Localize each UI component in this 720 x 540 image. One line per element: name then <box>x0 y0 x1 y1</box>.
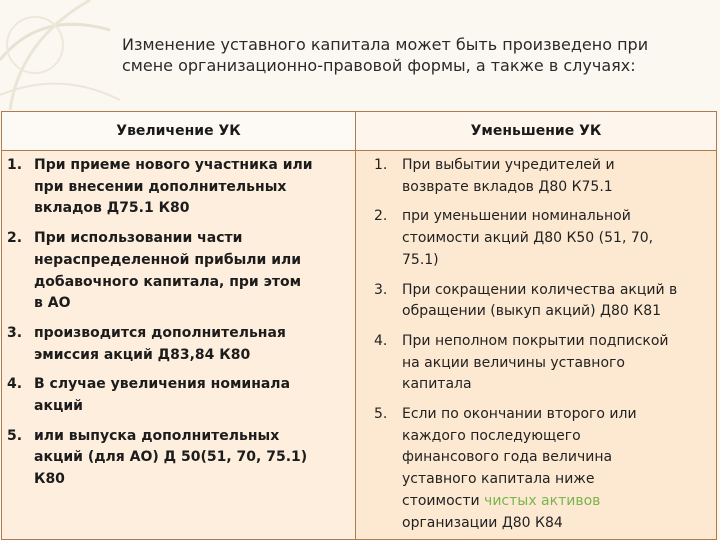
column-header-increase: Увеличение УК <box>2 112 355 151</box>
list-item <box>374 155 712 198</box>
item-text: При использовании части нераспределенной прибыли или добавочного капитала, при этом в АО <box>34 230 302 312</box>
item-number: 4. <box>7 376 23 393</box>
item-text: При приеме нового участника или при внесении дополнительных вкладов Д75.1 К80 <box>34 157 313 217</box>
item-text <box>402 404 712 534</box>
item-text: при уменьшении номинальной стоимости акций Д80 К50 (51, 70, 75.1) <box>402 208 654 268</box>
item-number: 5. <box>7 427 23 444</box>
item-text: При неполном покрытии подпиской на акции величины уставного капитала <box>402 332 669 393</box>
column-increase <box>2 112 356 539</box>
column-header-decrease: Уменьшение УК <box>356 112 716 151</box>
item-text: производится дополнительная эмиссия акций Д83,84 К80 <box>34 324 286 363</box>
item-number: 2. <box>374 208 388 225</box>
column-decrease <box>356 112 716 539</box>
net-assets-link[interactable]: чистых активов <box>484 492 601 509</box>
list-item <box>7 228 351 315</box>
comparison-table <box>1 111 717 540</box>
decorative-curves <box>0 0 120 110</box>
list-item <box>7 155 351 220</box>
item-text: В случае увеличения номинала акций <box>34 376 291 415</box>
item-number: 1. <box>374 157 388 173</box>
list-item <box>7 323 351 366</box>
item-number: 2. <box>7 230 23 247</box>
list-item <box>7 374 351 417</box>
increase-list <box>2 151 355 491</box>
item-text: При сокращении количества акций в обращении (выкуп акций) Д80 К81 <box>402 281 678 320</box>
list-item <box>374 331 712 396</box>
list-item <box>7 426 351 491</box>
item-number: 3. <box>374 281 388 298</box>
item-number: 1. <box>7 157 23 173</box>
item-text-part: организации Д80 К84 <box>402 514 563 531</box>
item-text-part: Если по окончании второго или каждого последующего финансового года величина уставного капитала ниже стоимости <box>402 406 637 509</box>
list-item <box>374 404 712 534</box>
decrease-list <box>356 151 716 534</box>
item-number: 5. <box>374 406 388 423</box>
list-item <box>374 280 712 323</box>
page-title: Изменение уставного капитала может быть произведено при смене организационно-правовой формы, а также в случаях: <box>122 35 649 75</box>
item-text: При выбытии учредителей и возврате вкладов Д80 К75.1 <box>402 157 615 195</box>
item-number: 3. <box>7 324 23 341</box>
list-item <box>374 206 712 271</box>
item-number: 4. <box>374 332 388 349</box>
item-text: или выпуска дополнительных акций (для АО) Д 50(51, 70, 75.1) К80 <box>34 427 308 488</box>
